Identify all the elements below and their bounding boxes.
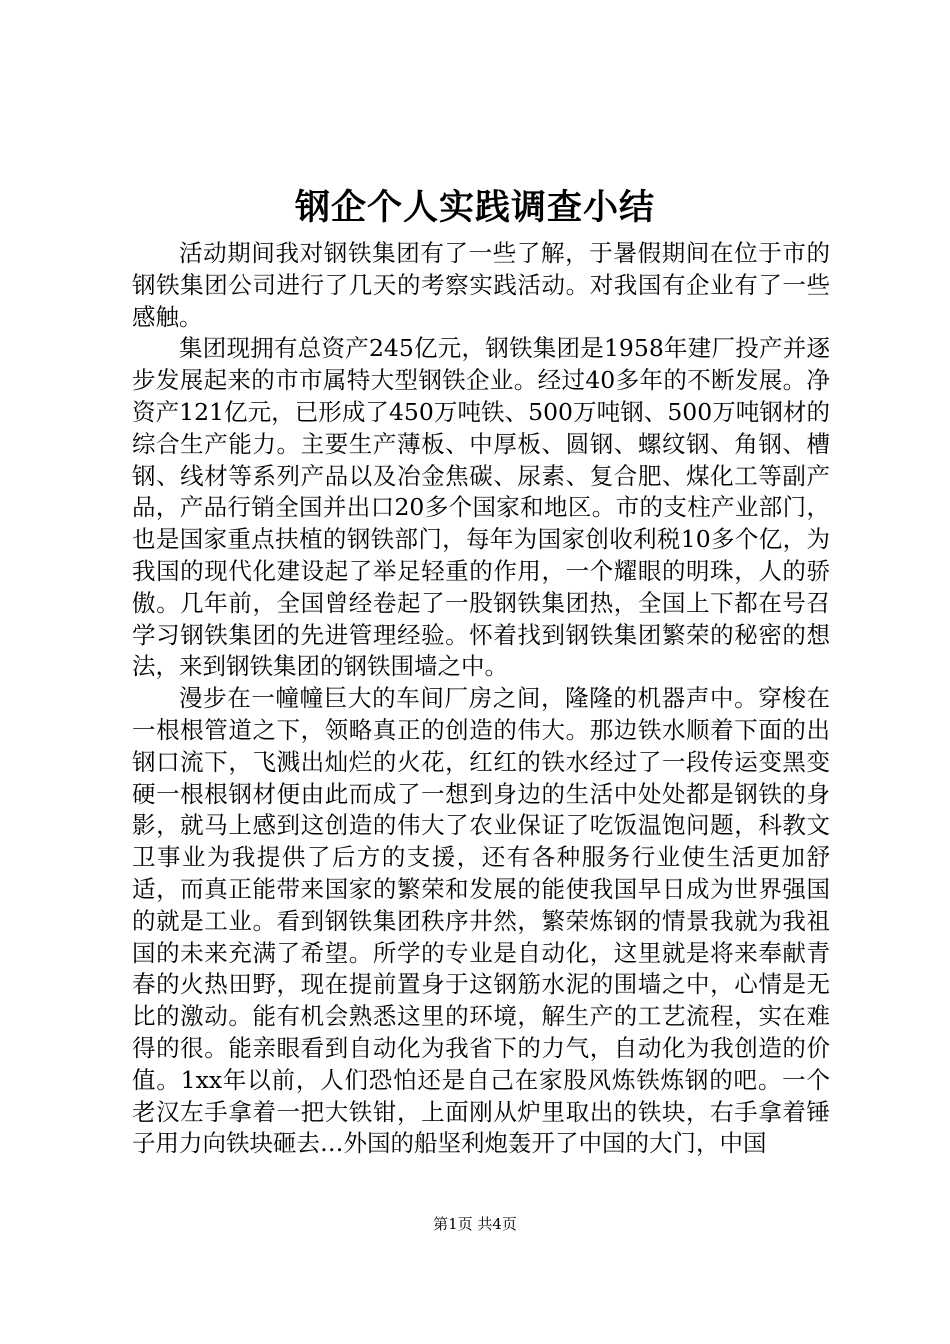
paragraph-intro: 活动期间我对钢铁集团有了一些了解，于暑假期间在位于市的钢铁集团公司进行了几天的考察实践活动。对我国有企业有了一些感触。 — [132, 239, 830, 331]
document-title: 钢企个人实践调查小结 — [294, 187, 655, 228]
page-number-label: 第1页 共4页 — [433, 1215, 517, 1233]
paragraph-workshop-visit: 漫步在一幢幢巨大的车间厂房之间，隆隆的机器声中。穿梭在一根根管道之下，领略真正的创造的伟大。那边铁水顺着下面的出钢口流下，飞溅出灿烂的火花，红红的铁水经过了一段传运变黑变硬一根根钢材便由此而成了一想到身边的生活中处处都是钢铁的身影，就马上感到这创造的伟大了农业保证了吃饭温饱问题，科教文卫事业为我提供了后方的支援，还有各种服务行业使生活更加舒适，而真正能带来国家的繁荣和发展的能使我国早日成为世界强国的就是工业。看到钢铁集团秩序井然，繁荣炼钢的情景我就为我祖国的未来充满了希望。所学的专业是自动化，这里就是将来奉献青春的火热田野，现在提前置身于这钢筋水泥的围墙之中，心情是无比的激动。能有机会熟悉这里的环境，解生产的工艺流程，实在难得的很。能亲眼看到自动化为我省下的力气，自动化为我创造的价值。1xx年以前，人们恐怕还是自己在家股风炼铁炼钢的吧。一个老汉左手拿着一把大铁钳，上面刚从炉里取出的铁块，右手拿着锤子用力向铁块砸去…外国的船坚利炮轰开了中国的大门，中国 — [132, 684, 830, 1158]
page-footer — [0, 1214, 950, 1234]
paragraph-company-overview: 集团现拥有总资产245亿元，钢铁集团是1958年建厂投产并逐步发展起来的市市属特大型钢铁企业。经过40多年的不断发展。净资产121亿元，已形成了450万吨铁、500万吨钢、500万吨钢材的综合生产能力。主要生产薄板、中厚板、圆钢、螺纹钢、角钢、槽钢、线材等系列产品以及冶金焦碳、尿素、复合肥、煤化工等副产品，产品行销全国并出口20多个国家和地区。市的支柱产业部门，也是国家重点扶植的钢铁部门，每年为国家创收利税10多个亿，为我国的现代化建设起了举足轻重的作用，一个耀眼的明珠，人的骄傲。几年前，全国曾经卷起了一股钢铁集团热，全国上下都在号召学习钢铁集团的先进管理经验。怀着找到钢铁集团繁荣的秘密的想法，来到钢铁集团的钢铁围墙之中。 — [132, 334, 830, 681]
document-body — [132, 238, 830, 1160]
